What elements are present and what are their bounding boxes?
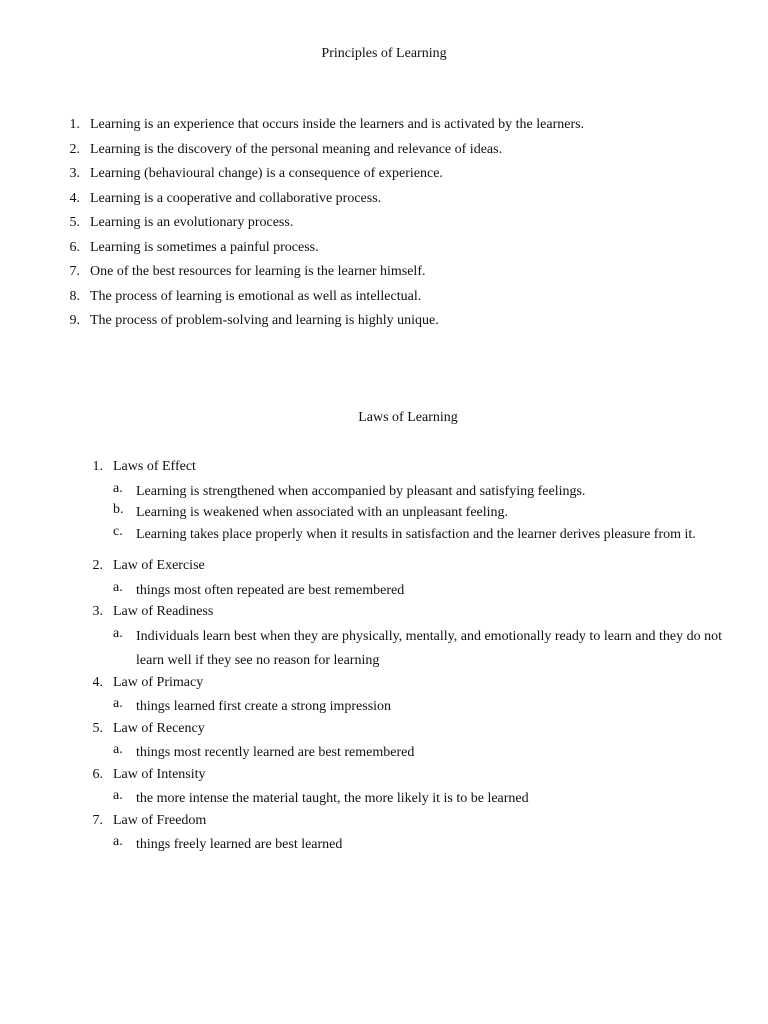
law-subitem [83, 523, 733, 548]
principle-text: Learning is a cooperative and collaborative process. [90, 190, 382, 206]
principle-text: The process of problem-solving and learning is highly unique. [90, 313, 439, 328]
subitem-text: the more intense the material taught, the more likely it is to be learned [136, 791, 529, 806]
subitem-letter: a. [113, 742, 123, 757]
law-item-effect [83, 458, 733, 557]
principle-number: 8. [69, 288, 80, 304]
law-name: Law of Readiness [113, 604, 214, 619]
laws-title: Laws of Learning [358, 410, 458, 425]
law-name: Law of Intensity [113, 766, 206, 782]
law-number: 3. [92, 604, 103, 619]
subitem-letter: b. [113, 502, 124, 517]
principle-text: Learning (behavioural change) is a consequence of experience. [90, 166, 443, 181]
subitem-letter: c. [113, 523, 123, 539]
law-number: 7. [92, 812, 103, 828]
principle-text: Learning is an experience that occurs inside the learners and is activated by the learners. [90, 117, 585, 132]
subitem-letter: a. [113, 480, 123, 496]
principle-number: 7. [69, 264, 80, 279]
subitem-text: things learned first create a strong impression [136, 699, 392, 714]
law-name: Law of Recency [113, 720, 205, 736]
law-item-freedom [83, 812, 733, 858]
subitem-text: things most recently learned are best remembered [136, 745, 415, 760]
subitem-letter: a. [113, 625, 123, 641]
subitem-text: things freely learned are best learned [136, 837, 343, 852]
law-item-readiness [83, 603, 733, 674]
principle-text: Learning is the discovery of the personal meaning and relevance of ideas. [90, 141, 503, 157]
principle-item-7 [60, 263, 750, 288]
principle-item-9 [60, 312, 750, 337]
law-number: 2. [92, 558, 103, 573]
principle-number: 1. [69, 117, 80, 132]
principle-item-3 [60, 165, 750, 190]
law-item-recency [83, 720, 733, 766]
law-subitem [83, 787, 733, 812]
principle-number: 3. [69, 166, 80, 181]
law-name: Law of Freedom [113, 812, 207, 828]
principle-item-2 [60, 141, 750, 166]
law-subitem [83, 741, 733, 766]
principle-text: One of the best resources for learning is the learner himself. [90, 264, 426, 279]
law-item-intensity [83, 766, 733, 812]
principle-item-4 [60, 190, 750, 215]
law-name: Law of Primacy [113, 674, 204, 690]
principle-number: 9. [69, 313, 80, 328]
subitem-text: Learning is weakened when associated with an unpleasant feeling. [136, 505, 509, 520]
subitem-letter: a. [113, 788, 123, 803]
principle-item-1 [60, 116, 750, 141]
principles-list [60, 116, 750, 337]
laws-list [83, 458, 733, 858]
law-subitem [83, 579, 733, 604]
principle-number: 6. [69, 239, 80, 255]
law-subitem [83, 695, 733, 720]
law-item-exercise [83, 557, 733, 603]
principle-item-8 [60, 288, 750, 313]
principle-item-5 [60, 214, 750, 239]
law-name: Law of Exercise [113, 558, 205, 573]
law-name: Laws of Effect [113, 459, 196, 474]
subitem-letter: a. [113, 696, 123, 711]
principle-text: Learning is sometimes a painful process. [90, 239, 319, 255]
law-number: 4. [92, 674, 103, 690]
principle-text: The process of learning is emotional as well as intellectual. [90, 288, 422, 304]
law-item-primacy [83, 674, 733, 720]
subitem-letter: a. [113, 834, 123, 849]
law-number: 5. [92, 720, 103, 736]
section-spacer [83, 547, 733, 557]
principle-text: Learning is an evolutionary process. [90, 215, 294, 230]
law-number: 6. [92, 766, 103, 782]
principle-number: 2. [69, 141, 80, 157]
subitem-text: Learning takes place properly when it results in satisfaction and the learner derives pleasure from it. [136, 526, 696, 542]
subitem-text: things most often repeated are best remembered [136, 582, 405, 598]
principle-item-6 [60, 239, 750, 264]
subitem-text: Individuals learn best when they are physically, mentally, and emotionally ready to learn and they do not learn well if they see no reason for learning [136, 628, 723, 668]
principle-number: 5. [69, 215, 80, 230]
law-number: 1. [92, 459, 103, 474]
principle-number: 4. [69, 190, 80, 206]
subitem-letter: a. [113, 579, 123, 595]
law-subitem [83, 625, 733, 674]
principles-title: Principles of Learning [321, 46, 447, 61]
law-subitem [83, 833, 733, 858]
subitem-text: Learning is strengthened when accompanied by pleasant and satisfying feelings. [136, 483, 586, 499]
